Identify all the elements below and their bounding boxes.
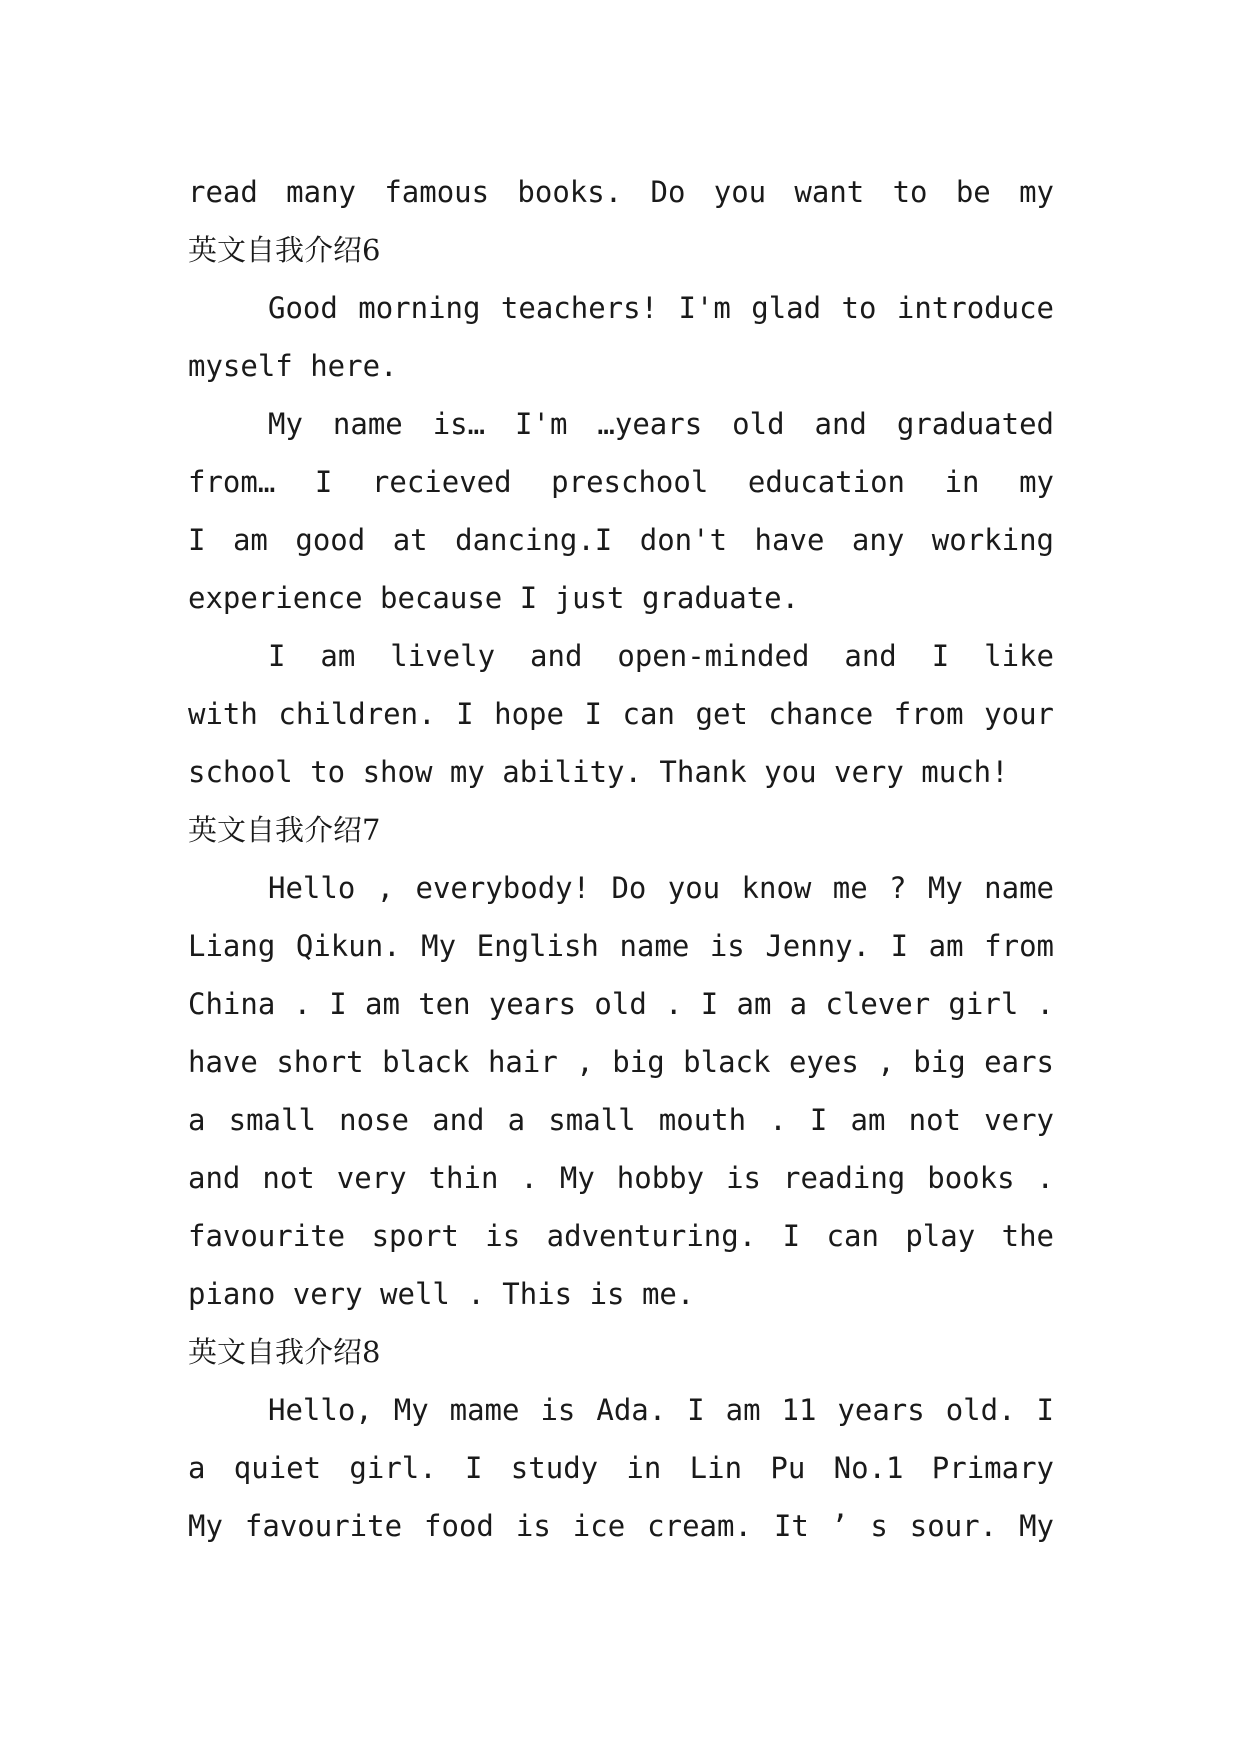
- section-heading: 英文自我介绍8: [188, 1335, 381, 1369]
- section-heading: 英文自我介绍6: [188, 233, 381, 267]
- paragraph-line: from… I recieved preschool education in my: [188, 465, 1054, 499]
- paragraph-line: My favourite food is ice cream. It ’ s sour. My: [188, 1509, 1054, 1543]
- paragraph-line: with children. I hope I can get chance from your: [188, 697, 1054, 731]
- document-body: [188, 163, 1054, 1555]
- paragraph-line: experience because I just graduate.: [188, 581, 800, 615]
- paragraph-line: have short black hair , big black eyes , big ears: [188, 1045, 1054, 1079]
- paragraph-line: myself here.: [188, 349, 398, 383]
- paragraph-line: read many famous books. Do you want to be my: [188, 175, 1054, 209]
- paragraph-line: favourite sport is adventuring. I can play the: [188, 1219, 1054, 1253]
- paragraph-line: Hello , everybody! Do you know me ? My name: [268, 871, 1054, 905]
- paragraph-line: a quiet girl. I study in Lin Pu No.1 Primary: [188, 1451, 1054, 1485]
- section-heading: 英文自我介绍7: [188, 813, 381, 847]
- paragraph-line: and not very thin . My hobby is reading books .: [188, 1161, 1054, 1195]
- paragraph-line: Liang Qikun. My English name is Jenny. I am from: [188, 929, 1054, 963]
- paragraph-line: piano very well . This is me.: [188, 1277, 695, 1311]
- paragraph-line: Good morning teachers! I'm glad to introduce: [268, 291, 1054, 325]
- paragraph-line: I am lively and open-minded and I like: [268, 639, 1054, 673]
- paragraph-line: school to show my ability. Thank you very much!: [188, 755, 1009, 789]
- paragraph-line: Hello, My mame is Ada. I am 11 years old. I: [268, 1393, 1054, 1427]
- paragraph-line: China . I am ten years old . I am a clever girl .: [188, 987, 1054, 1021]
- paragraph-line: a small nose and a small mouth . I am not very: [188, 1103, 1054, 1137]
- paragraph-line: I am good at dancing.I don't have any working: [188, 523, 1054, 557]
- paragraph-line: My name is… I'm …years old and graduated: [268, 407, 1054, 441]
